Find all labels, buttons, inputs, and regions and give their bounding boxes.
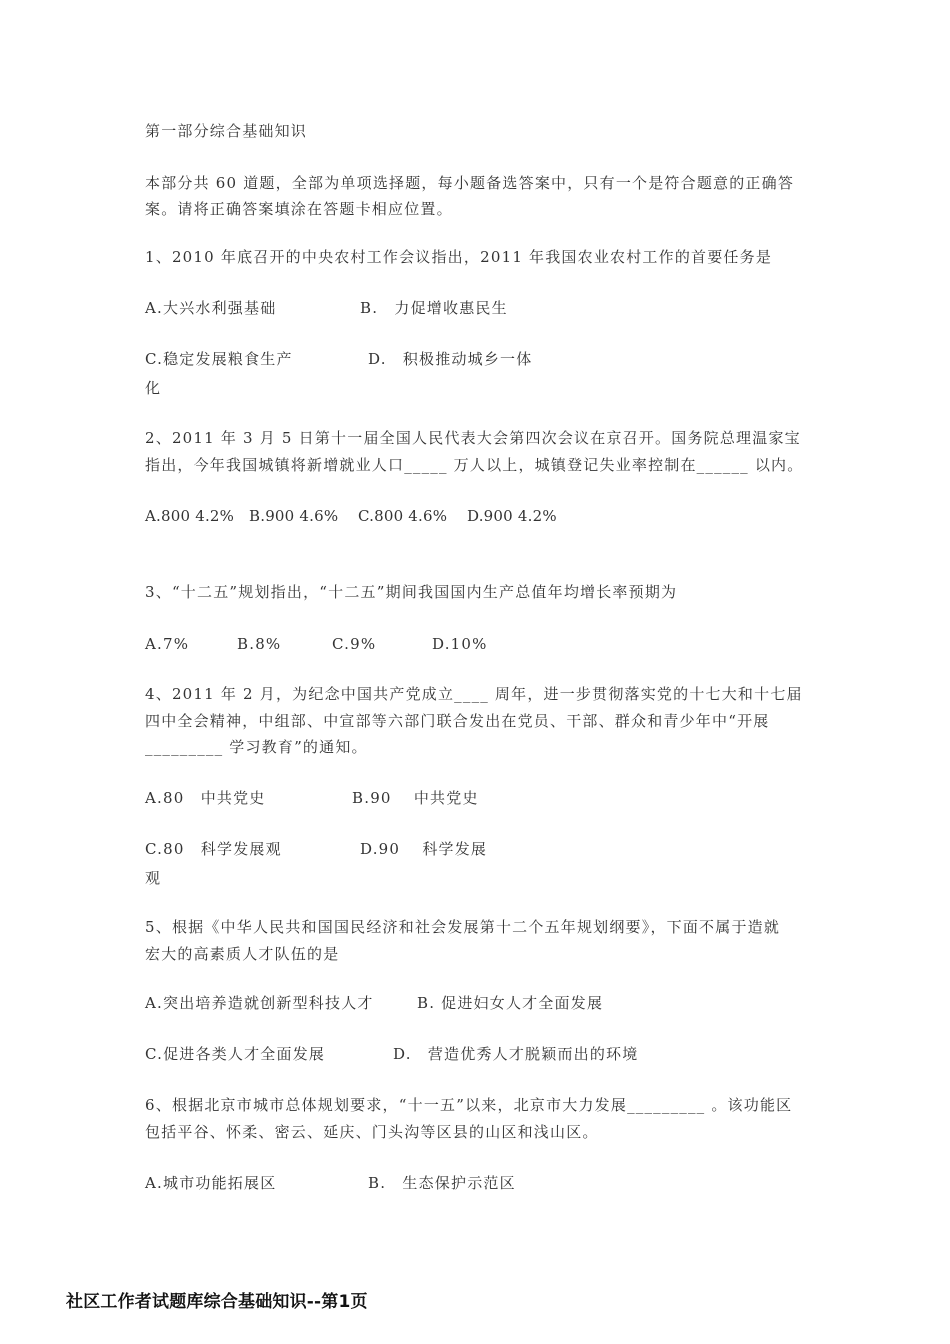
q5-option-b: B. 促进妇女人才全面发展: [417, 994, 604, 1012]
q6-option-b: B. 生态保护示范区: [368, 1174, 516, 1192]
q6-stem-line-1: 6、根据北京市城市总体规划要求，“十一五”以来，北京市大力发展_________ 。该功能区: [145, 1096, 793, 1114]
q3-option-d: D.10%: [432, 635, 488, 653]
q4-option-b: B.90 中共党史: [352, 789, 479, 807]
q2-stem-line-2: 指出，今年我国城镇将新增就业人口_____ 万人以上，城镇登记失业率控制在______ 以内。: [145, 456, 804, 474]
q5-option-a: A.突出培养造就创新型科技人才: [145, 994, 374, 1012]
q6-option-a: A.城市功能拓展区: [145, 1174, 277, 1192]
q1-option-a: A.大兴水利强基础: [145, 299, 277, 317]
q1-option-b: B. 力促增收惠民生: [360, 299, 508, 317]
q3-stem: 3、“十二五”规划指出，“十二五”期间我国国内生产总值年均增长率预期为: [145, 583, 678, 601]
q4-stem-line-3: _________ 学习教育”的通知。: [145, 738, 368, 756]
q5-option-d: D. 营造优秀人才脱颖而出的环境: [393, 1045, 639, 1063]
q4-stem-line-2: 四中全会精神，中组部、中宣部等六部门联合发出在党员、干部、群众和青少年中“开展: [145, 712, 770, 730]
q5-option-c: C.促进各类人才全面发展: [145, 1045, 326, 1063]
q4-option-c: C.80 科学发展观: [145, 840, 282, 858]
q1-option-d: D. 积极推动城乡一体: [368, 350, 533, 368]
instructions-line-2: 案。请将正确答案填涂在答题卡相应位置。: [145, 200, 453, 218]
q1-stem: 1、2010 年底召开的中央农村工作会议指出，2011 年我国农业农村工作的首要任务是: [145, 248, 773, 266]
q6-stem-line-2: 包括平谷、怀柔、密云、延庆、门头沟等区县的山区和浅山区。: [145, 1123, 599, 1141]
q2-option-a: A.800 4.2%: [145, 507, 235, 525]
q2-option-d: D.900 4.2%: [467, 507, 557, 525]
q4-option-d-wrap: 观: [145, 869, 162, 887]
q3-option-c: C.9%: [332, 635, 377, 653]
q2-option-c: C.800 4.6%: [358, 507, 448, 525]
q4-option-a: A.80 中共党史: [145, 789, 266, 807]
section-title: 第一部分综合基础知识: [145, 122, 308, 140]
q1-option-c: C.稳定发展粮食生产: [145, 350, 293, 368]
page-footer: 社区工作者试题库综合基础知识--第1页: [66, 1292, 368, 1312]
q1-option-d-wrap: 化: [145, 379, 162, 397]
q2-stem-line-1: 2、2011 年 3 月 5 日第十一届全国人民代表大会第四次会议在京召开。国务院总理温家宝: [145, 429, 801, 447]
q4-option-d: D.90 科学发展: [360, 840, 488, 858]
q3-option-b: B.8%: [237, 635, 282, 653]
q2-option-b: B.900 4.6%: [249, 507, 339, 525]
q5-stem-line-2: 宏大的高素质人才队伍的是: [145, 945, 340, 963]
q3-option-a: A.7%: [145, 635, 190, 653]
q4-stem-line-1: 4、2011 年 2 月，为纪念中国共产党成立____ 周年，进一步贯彻落实党的十七大和十七届: [145, 685, 803, 703]
instructions-line-1: 本部分共 60 道题，全部为单项选择题，每小题备选答案中，只有一个是符合题意的正确答: [145, 174, 795, 192]
q5-stem-line-1: 5、根据《中华人民共和国国民经济和社会发展第十二个五年规划纲要》，下面不属于造就: [145, 918, 781, 936]
